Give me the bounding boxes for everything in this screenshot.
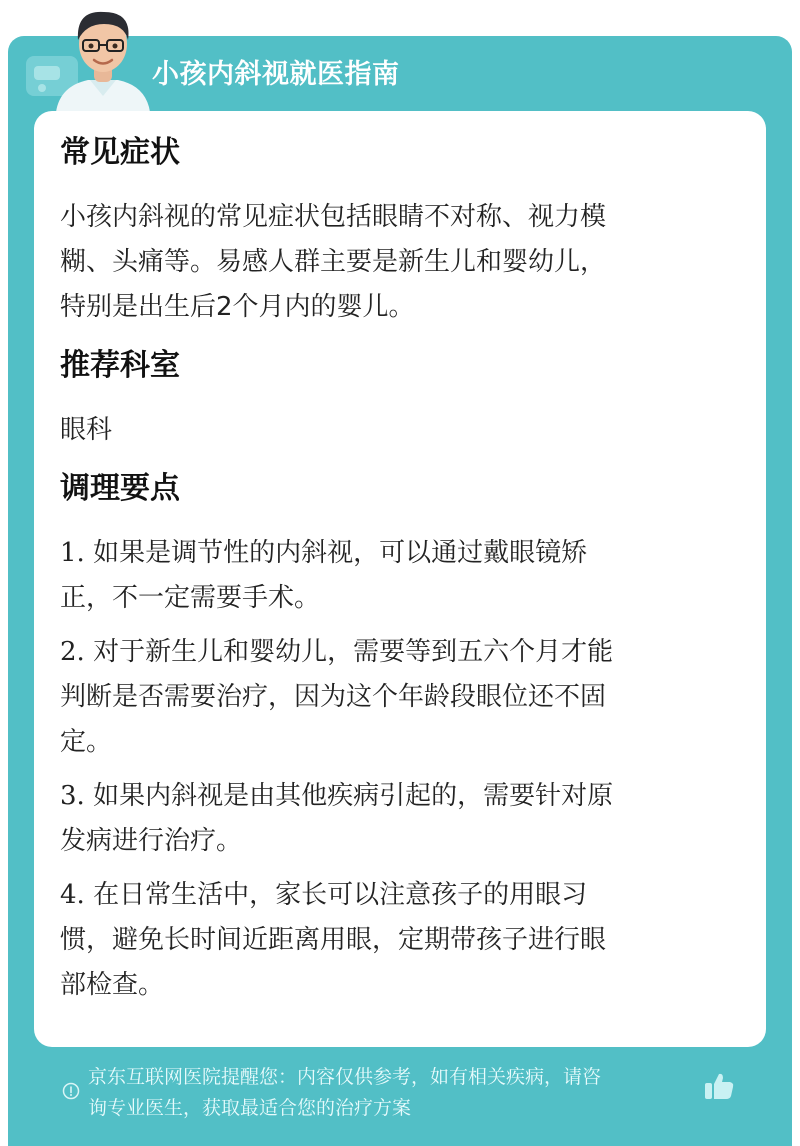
info-icon: [62, 1082, 80, 1100]
text-line: 小孩内斜视的常见症状包括眼睛不对称、视力模: [60, 202, 607, 232]
text-line: 糊、头痛等。易感人群主要是新生儿和婴幼儿，: [60, 247, 607, 277]
text-line: 对于新生儿和婴幼儿，需要等到五六个月才能: [93, 637, 614, 667]
text-line: 特别是出生后2个月内的婴儿。: [60, 292, 415, 322]
item-number: 1.: [60, 538, 85, 568]
disclaimer-line: 询专业医生，获取最适合您的治疗方案: [88, 1097, 412, 1119]
text-line: 如果内斜视是由其他疾病引起的，需要针对原: [93, 781, 614, 811]
symptoms-text: [60, 195, 732, 330]
text-line: 眼科: [60, 415, 113, 445]
department-text: [60, 408, 732, 453]
text-line: 在日常生活中，家长可以注意孩子的用眼习: [93, 880, 588, 910]
text-line: 正，不一定需要手术。: [60, 583, 321, 613]
text-line: 部检查。: [60, 970, 165, 1000]
item-number: 2.: [60, 637, 85, 667]
disclaimer: [62, 1062, 692, 1124]
item-number: 3.: [60, 781, 85, 811]
page-title: 小孩内斜视就医指南: [152, 59, 400, 90]
section-heading-care: 调理要点: [60, 471, 180, 506]
section-heading-department: 推荐科室: [60, 348, 180, 383]
section-heading-symptoms: 常见症状: [60, 135, 180, 170]
list-item: [60, 873, 732, 1008]
item-number: 4.: [60, 880, 85, 910]
disclaimer-line: 京东互联网医院提醒您：内容仅供参考，如有相关疾病，请咨: [88, 1066, 602, 1088]
thumbs-up-icon[interactable]: [702, 1069, 736, 1103]
text-line: 如果是调节性的内斜视，可以通过戴眼镜矫: [93, 538, 588, 568]
text-line: 判断是否需要治疗，因为这个年龄段眼位还不固: [60, 682, 607, 712]
content-body: [60, 133, 732, 1008]
list-item: [60, 531, 732, 621]
doctor-avatar: [48, 0, 158, 112]
list-item: [60, 630, 732, 765]
list-item: [60, 774, 732, 864]
text-line: 发病进行治疗。: [60, 826, 243, 856]
content-card: [34, 111, 766, 1047]
text-line: 惯，避免长时间近距离用眼，定期带孩子进行眼: [60, 925, 607, 955]
text-line: 定。: [60, 727, 113, 757]
